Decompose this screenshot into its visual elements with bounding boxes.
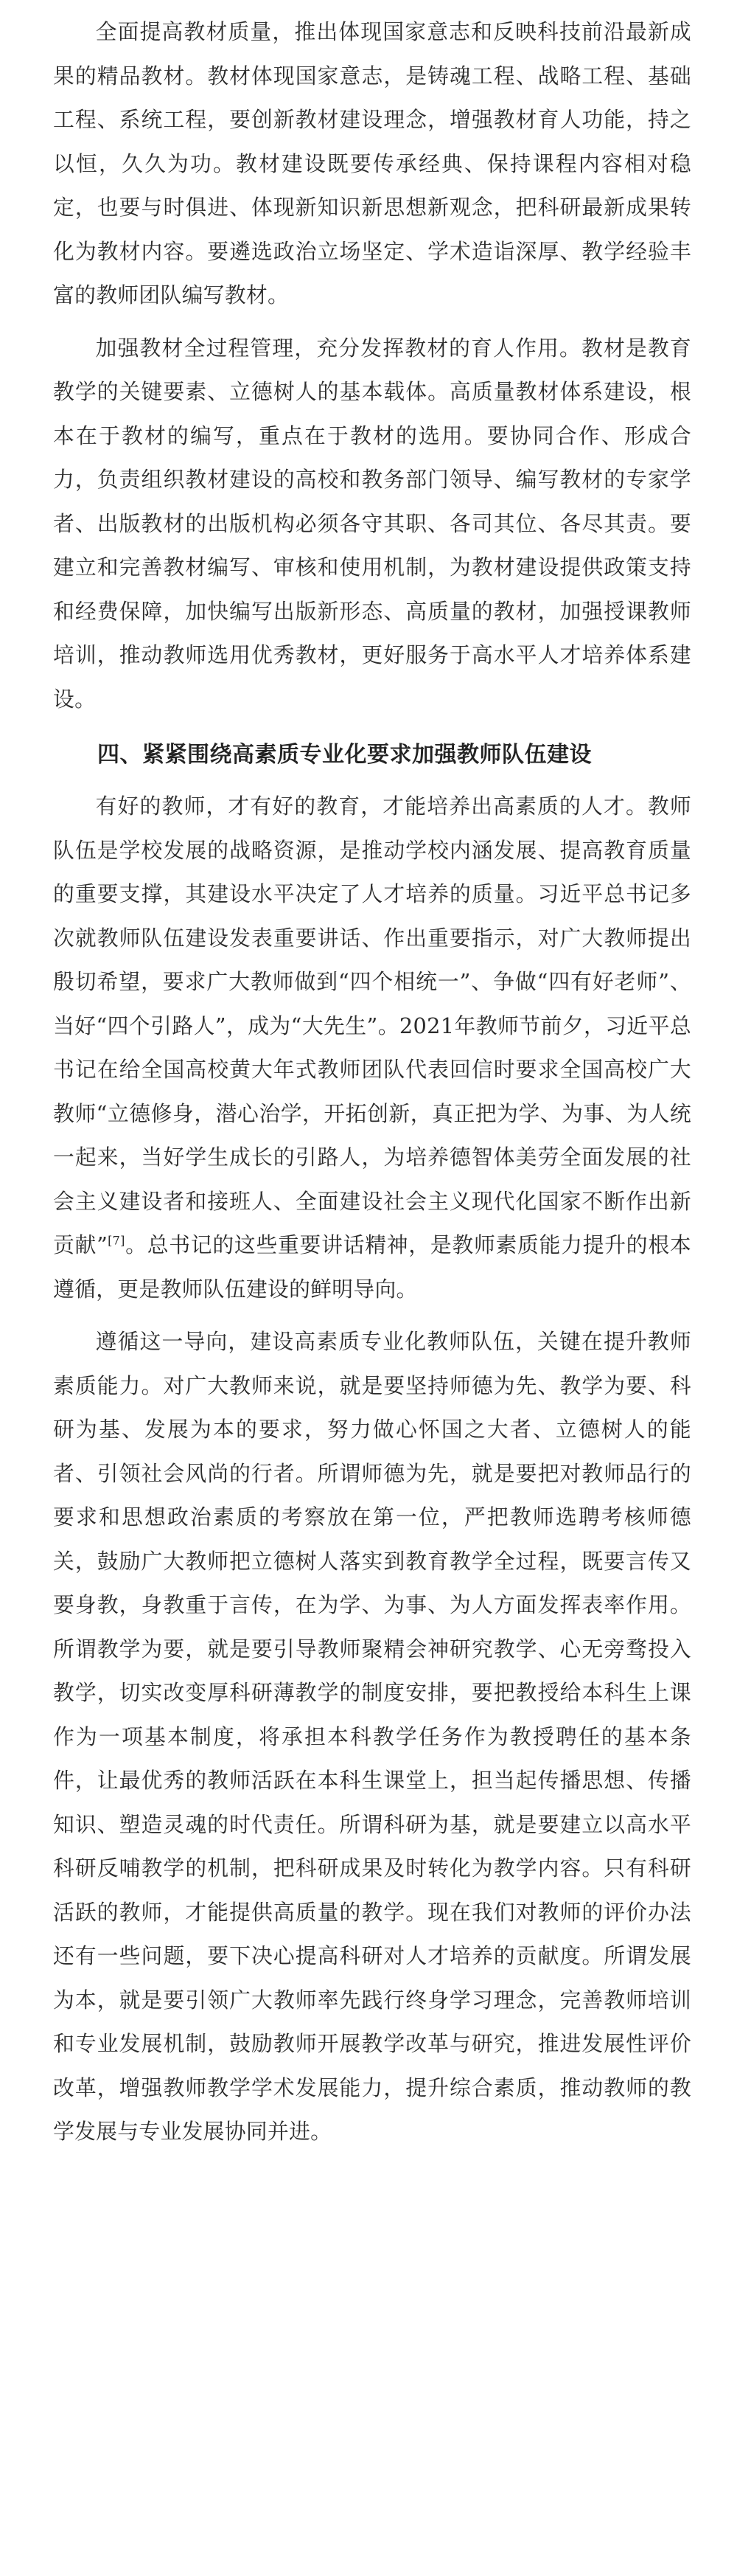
paragraph-good-teachers-text: 有好的教师，才有好的教育，才能培养出高素质的人才。教师队伍是学校发展的战略资源，是推动学校内涵发展、提高教育质量的重要支撑，其建设水平决定了人才培养的质量。习近平总书记多次就教师队伍建设发表重要讲话、作出重要指示，对广大教师提出殷切希望，要求广大教师做到“四个相统一”、争做“四有好老师”、当好“四个引路人”，成为“大先生”。2021年教师节前夕，习近平总书记在给全国高校黄大年式教师团队代表回信时要求全国高校广大教师“立德修身，潜心治学，开拓创新，真正把为学、为事、为人统一起来，当好学生成长的引路人，为培养德智体美劳全面发展的社会主义建设者和接班人、全面建设社会主义现代化国家不断作出新贡献” xyxy=(53,794,691,1257)
paragraph-textbook-quality: 全面提高教材质量，推出体现国家意志和反映科技前沿最新成果的精品教材。教材体现国家意志，是铸魂工程、战略工程、基础工程、系统工程，要创新教材建设理念，增强教材育人功能，持之以恒，久久为功。教材建设既要传承经典、保持课程内容相对稳定，也要与时俱进、体现新知识新思想新观念，把科研最新成果转化为教材内容。要遴选政治立场坚定、学术造诣深厚、教学经验丰富的教师团队编写教材。 xyxy=(53,19,691,308)
citation-ref[interactable]: [7] xyxy=(108,1233,125,1248)
paragraph-good-teachers-tail: 。总书记的这些重要讲话精神，是教师素质能力提升的根本遵循，更是教师队伍建设的鲜明导向。 xyxy=(53,1232,691,1302)
paragraph-gap xyxy=(53,318,691,327)
paragraph-teacher-quality: 遵循这一导向，建设高素质专业化教师队伍，关键在提升教师素质能力。对广大教师来说，就是要坚持师德为先、教学为要、科研为基、发展为本的要求，努力做心怀国之大者、立德树人的能者、引领社会风尚的行者。所谓师德为先，就是要把对教师品行的要求和思想政治素质的考察放在第一位，严把教师选聘考核师德关，鼓励广大教师把立德树人落实到教育教学全过程，既要言传又要身教，身教重于言传，在为学、为事、为人方面发挥表率作用。所谓教学为要，就是要引导教师聚精会神研究教学、心无旁骛投入教学，切实改变厚科研薄教学的制度安排，要把教授给本科生上课作为一项基本制度，将承担本科教学任务作为教授聘任的基本条件，让最优秀的教师活跃在本科生课堂上，担当起传播思想、传播知识、塑造灵魂的时代责任。所谓科研为基，就是要建立以高水平科研反哺教学的机制，把科研成果及时转化为教学内容。只有科研活跃的教师，才能提供高质量的教学。现在我们对教师的评价办法还有一些问题，要下决心提高科研对人才培养的贡献度。所谓发展为本，就是要引领广大教师率先践行终身学习理念，完善教师培训和专业发展机制，鼓励教师开展教学改革与研究，推进发展性评价改革，增强教师教学学术发展能力，提升综合素质，推动教师的教学发展与专业发展协同并进。 xyxy=(53,1329,691,2144)
section-heading-teacher-team: 四、紧紧围绕高素质专业化要求加强教师队伍建设 xyxy=(97,742,592,768)
paragraph-gap xyxy=(53,1311,691,1320)
paragraph-good-teachers xyxy=(53,785,691,1311)
paragraph-textbook-management: 加强教材全过程管理，充分发挥教材的育人作用。教材是教育教学的关键要素、立德树人的基本载体。高质量教材体系建设，根本在于教材的编写，重点在于教材的选用。要协同合作、形成合力，负责组织教材建设的高校和教务部门领导、编写教材的专家学者、出版教材的出版机构必须各守其职、各司其位、各尽其责。要建立和完善教材编写、审核和使用机制，为教材建设提供政策支持和经费保障，加快编写出版新形态、高质量的教材，加强授课教师培训，推动教师选用优秀教材，更好服务于高水平人才培养体系建设。 xyxy=(53,335,691,712)
